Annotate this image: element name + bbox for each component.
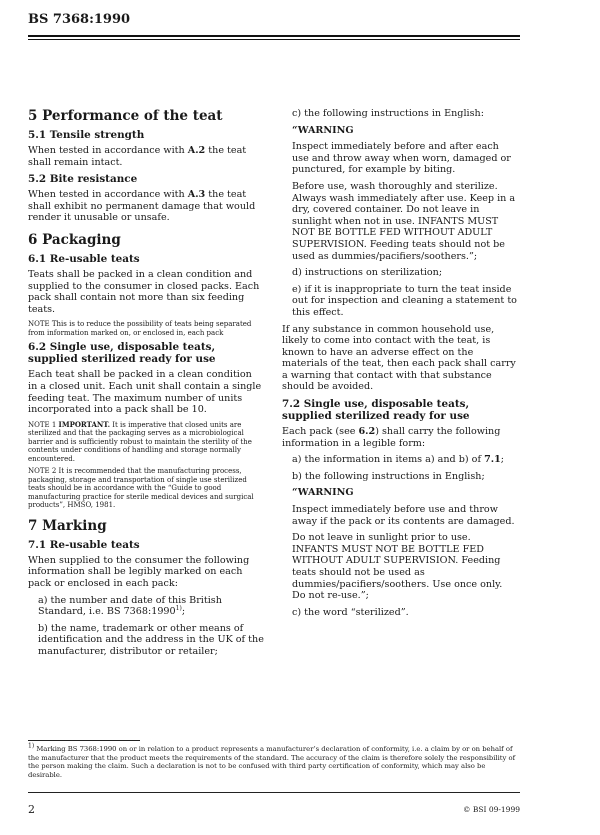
clause-7-1-text: When supplied to the consumer the following information shall be legibly marked on each pack or enclosed in each pack: <box>28 554 250 589</box>
footer-rule <box>28 792 520 793</box>
clause-6-1-heading: 6.1 Re-usable teats <box>28 252 140 265</box>
warning-2-paragraph-1: Inspect immediately before use and throw away if the pack or its contents are damaged. <box>292 504 515 527</box>
page-number: 2 <box>28 803 35 816</box>
footnote-rule <box>28 740 140 741</box>
section-7-heading: 7 Marking <box>28 517 107 534</box>
clause-5-2-text: When tested in accordance with A.3 the teat shall exhibit no permanent damage that would render it unusable or unsafe. <box>28 189 256 224</box>
warning-1-paragraph-2: Before use, wash thoroughly and sterilize. Always wash immediately after use. Keep in a dry, covered container. Do not leave in sunlight when not in use. INFANTS MUST NOT BE BOTTLE FED WITHOUT ADULT SUPERVISION. Feeding teats should not be used as dummies/pacifiers/soothers.”; <box>292 180 516 262</box>
list-item-d: d) instructions on sterilization; <box>292 267 443 279</box>
section-5-heading: 5 Performance of the teat <box>28 108 223 124</box>
footnote: $^{1)}$ Marking BS 7368:1990 on or in relation to a product represents a manufacturer’s declaration of conformity, i.e. a claim by or on behalf of the manufacturer that the product meets the requirements of the standard. The accuracy of the claim is therefore solely the responsibility of the person making the claim. Such a declaration is not to be confused with third party certification of conformity, which may also be desirable. <box>28 742 516 779</box>
warning-heading-2: “WARNING <box>292 487 354 499</box>
clause-6-2-text: Each teat shall be packed in a clean condition in a closed unit. Each unit shall contain a single feeding teat. The maximum number of units incorporated into a pack shall be 10. <box>28 369 262 416</box>
clause-6-2-note-1: NOTE 1 IMPORTANT. It is imperative that closed units are sterilized and that the packaging serves as a microbiological barrier and is sufficiently robust to maintain the sterility of the contents under conditions of handling and storage normally encountered. <box>28 419 252 463</box>
list-item-a: a) the number and date of this British Standard, i.e. BS 7368:1990$^{1)}$; <box>38 594 222 618</box>
header-rule-thin <box>28 39 520 40</box>
clause-6-2-note-2: NOTE 2 It is recommended that the manufacturing process, packaging, storage and transportation of single use sterilized teats should be in accordance with the “Guide to good manufacturing practice for sterile medical devices and surgical products”, HMSO, 1981. <box>28 467 254 510</box>
ref-7-1: 7.1 <box>484 454 501 466</box>
substance-paragraph: If any substance in common household use, likely to come into contact with the teat, is known to have an adverse effect on the materials of the teat, then each pack shall carry a warning that contact with that substance should be avoided. <box>282 323 516 393</box>
list-item-c: c) the following instructions in English: <box>292 108 484 119</box>
copyright: © BSI 09-1999 <box>462 805 520 814</box>
clause-7-2-item-c: c) the word “sterilized”. <box>292 606 409 618</box>
header-rule-thick <box>28 35 520 37</box>
clause-6-1-note: NOTE This is to reduce the possibility of teats being separated from information marked on, or enclosed in, each pack <box>28 320 252 337</box>
warning-1-paragraph-1: Inspect immediately before and after each use and throw away when worn, damaged or punctured, for example by biting. <box>292 141 511 176</box>
running-header: BS 7368:1990 <box>28 12 131 27</box>
clause-6-1-text: Teats shall be packed in a clean condition and supplied to the consumer in closed packs. Each pack shall contain not more than six feeding teats. <box>28 268 260 315</box>
list-item-e: e) if it is inappropriate to turn the teat inside out for inspection and cleaning a statement to this effect. <box>292 283 517 318</box>
warning-2-paragraph-2: Do not leave in sunlight prior to use. INFANTS MUST NOT BE BOTTLE FED WITHOUT ADULT SUPERVISION. Feeding teats should not be used as dummies/pacifiers/soothers. Use once only. Do not re-use.”; <box>292 532 503 602</box>
section-6-heading: 6 Packaging <box>28 231 121 248</box>
list-item-b: b) the name, trademark or other means of identification and the address in the UK of the manufacturer, distributor or retailer; <box>38 622 264 657</box>
clause-7-2-text: Each pack (see 6.2) shall carry the following information in a legible form: <box>282 426 501 449</box>
ref-6-2: 6.2 <box>358 426 376 438</box>
clause-5-1-heading: 5.1 Tensile strength <box>28 129 145 141</box>
ref-a2: A.2 <box>187 145 206 156</box>
clause-5-1-text: When tested in accordance with A.2 the teat shall remain intact. <box>28 145 247 168</box>
ref-a3: A.3 <box>187 189 206 201</box>
left-column <box>28 108 264 662</box>
right-column <box>282 108 518 623</box>
clause-5-2-heading: 5.2 Bite resistance <box>28 173 138 186</box>
footnote-ref[interactable]: 1) <box>175 604 182 612</box>
clause-7-2-heading: 7.2 Single use, disposable teats, supplied sterilized ready for use <box>282 398 470 423</box>
clause-6-2-heading: 6.2 Single use, disposable teats, supplied sterilized ready for use <box>28 341 216 366</box>
clause-7-2-item-b: b) the following instructions in English; <box>292 470 485 482</box>
clause-7-2-item-a: a) the information in items a) and b) of 7.1; <box>292 454 504 466</box>
footnote-mark: 1) <box>28 742 35 750</box>
clause-7-1-heading: 7.1 Re-usable teats <box>28 538 140 551</box>
warning-heading-1: “WARNING <box>292 124 354 136</box>
